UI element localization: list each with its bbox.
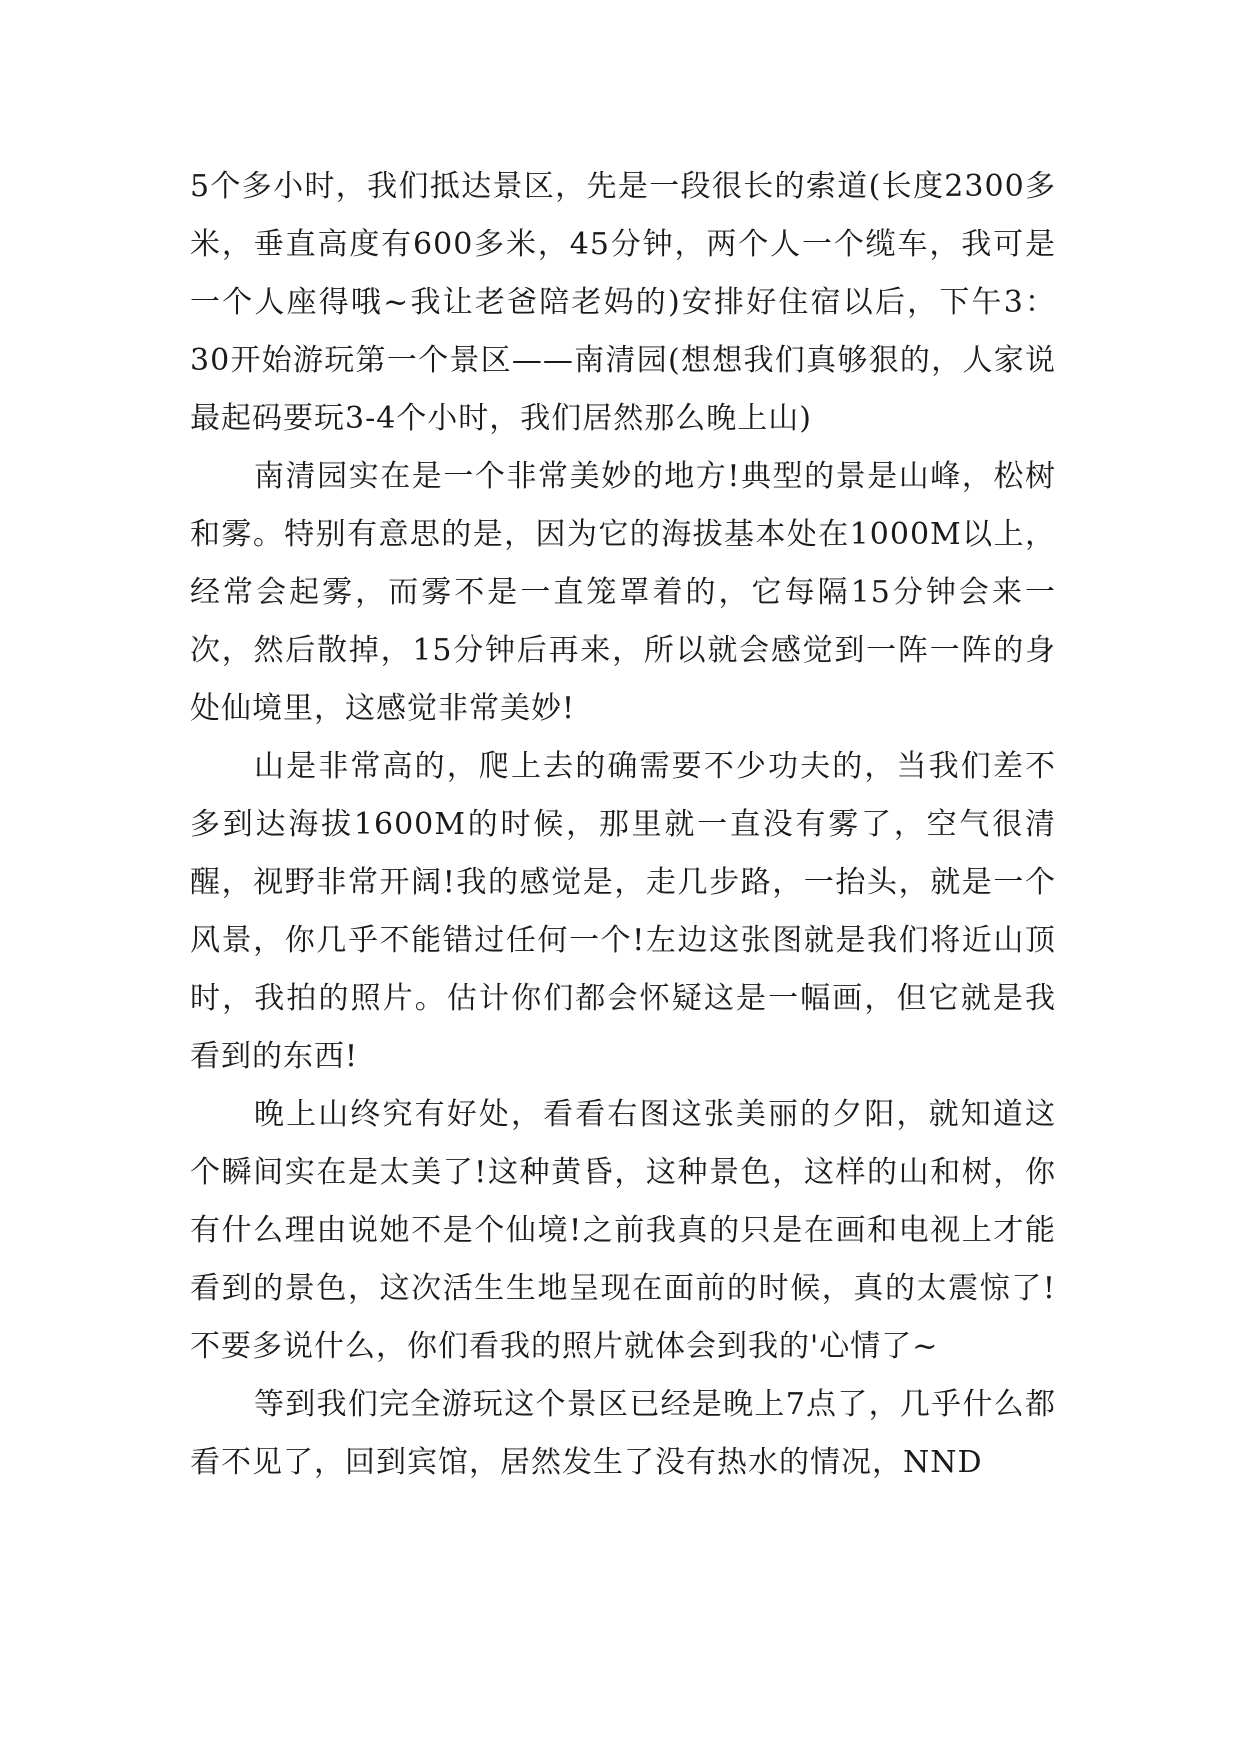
paragraph-2: 南清园实在是一个非常美妙的地方!典型的景是山峰，松树和雾。特别有意思的是，因为它的海拔基本处在1000M以上，经常会起雾，而雾不是一直笼罩着的，它每隔15分钟会来一次，然后散掉，15分钟后再来，所以就会感觉到一阵一阵的身处仙境里，这感觉非常美妙! [190,459,1056,726]
paragraph-4: 晚上山终究有好处，看看右图这张美丽的夕阳，就知道这个瞬间实在是太美了!这种黄昏，这种景色，这样的山和树，你有什么理由说她不是个仙境!之前我真的只是在画和电视上才能看到的景色，这次活生生地呈现在面前的时候，真的太震惊了!不要多说什么，你们看我的照片就体会到我的'心情了~ [190,1097,1056,1364]
paragraph-3: 山是非常高的，爬上去的确需要不少功夫的，当我们差不多到达海拔1600M的时候，那里就一直没有雾了，空气很清醒，视野非常开阔!我的感觉是，走几步路，一抬头，就是一个风景，你几乎不能错过任何一个!左边这张图就是我们将近山顶时，我拍的照片。估计你们都会怀疑这是一幅画，但它就是我看到的东西! [190,749,1056,1074]
document-body [190,158,1056,1492]
paragraph-5: 等到我们完全游玩这个景区已经是晚上7点了，几乎什么都看不见了，回到宾馆，居然发生了没有热水的情况，NND [190,1387,1056,1480]
paragraph-1: 5个多小时，我们抵达景区，先是一段很长的索道(长度2300多米，垂直高度有600多米，45分钟，两个人一个缆车，我可是一个人座得哦~我让老爸陪老妈的)安排好住宿以后，下午3：30开始游玩第一个景区——南清园(想想我们真够狠的，人家说最起码要玩3-4个小时，我们居然那么晚上山) [190,169,1056,436]
